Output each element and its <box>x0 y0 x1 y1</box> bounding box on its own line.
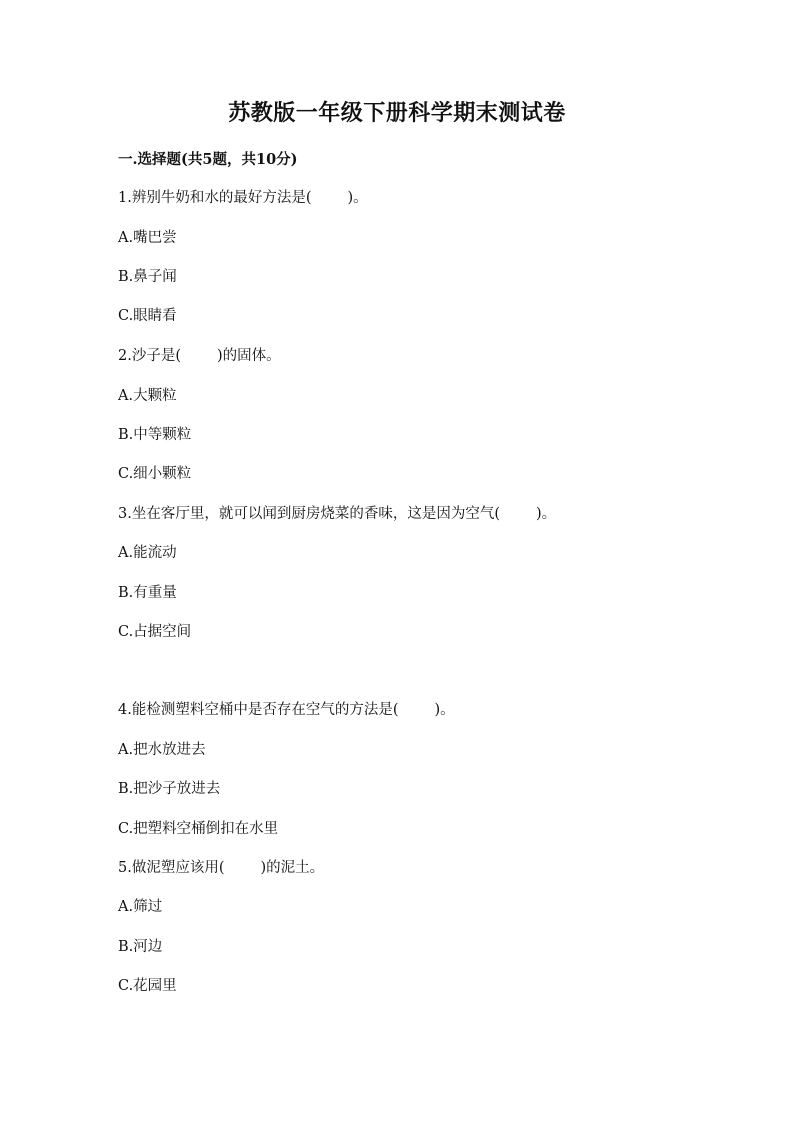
question-1-option-c: C.眼睛看 <box>118 308 177 324</box>
question-1-stem <box>118 186 368 207</box>
question-1-option-a: A.嘴巴尝 <box>118 230 177 246</box>
question-stem-text: )的固体。 <box>217 348 281 364</box>
question-5-stem <box>118 856 324 877</box>
question-5-option-b: B.河边 <box>118 939 163 955</box>
question-5-option-a: A.筛过 <box>118 899 163 915</box>
question-4-option-c: C.把塑料空桶倒扣在水里 <box>118 821 279 837</box>
question-stem-text: )。 <box>434 702 455 718</box>
question-1-option-b: B.鼻子闻 <box>118 269 177 285</box>
question-3-option-b: B.有重量 <box>118 585 177 601</box>
question-5-option-c: C.花园里 <box>118 978 177 994</box>
question-2-option-a: A.大颗粒 <box>118 388 177 404</box>
question-stem-text: 4.能检测塑料空桶中是否存在空气的方法是( <box>118 702 399 718</box>
question-2-option-b: B.中等颗粒 <box>118 427 192 443</box>
question-stem-text: 3.坐在客厅里，就可以闻到厨房烧菜的香味，这是因为空气( <box>118 506 500 522</box>
section-heading: 一.选择题(共5题，共10分) <box>118 151 298 168</box>
question-3-option-c: C.占据空间 <box>118 624 192 640</box>
question-stem-text: 1.辨别牛奶和水的最好方法是( <box>118 190 312 206</box>
question-3-stem <box>118 502 556 523</box>
question-stem-text: )。 <box>347 190 368 206</box>
question-3-option-a: A.能流动 <box>118 545 177 561</box>
question-4-option-b: B.把沙子放进去 <box>118 781 221 797</box>
question-stem-text: )。 <box>536 506 557 522</box>
question-2-option-c: C.细小颗粒 <box>118 466 192 482</box>
page-title: 苏教版一年级下册科学期末测试卷 <box>228 100 566 126</box>
question-stem-text: )的泥土。 <box>260 860 325 876</box>
question-4-stem <box>118 698 455 719</box>
question-stem-text: 2.沙子是( <box>118 348 181 364</box>
question-stem-text: 5.做泥塑应该用( <box>118 860 225 876</box>
question-4-option-a: A.把水放进去 <box>118 742 206 758</box>
question-2-stem <box>118 344 281 365</box>
